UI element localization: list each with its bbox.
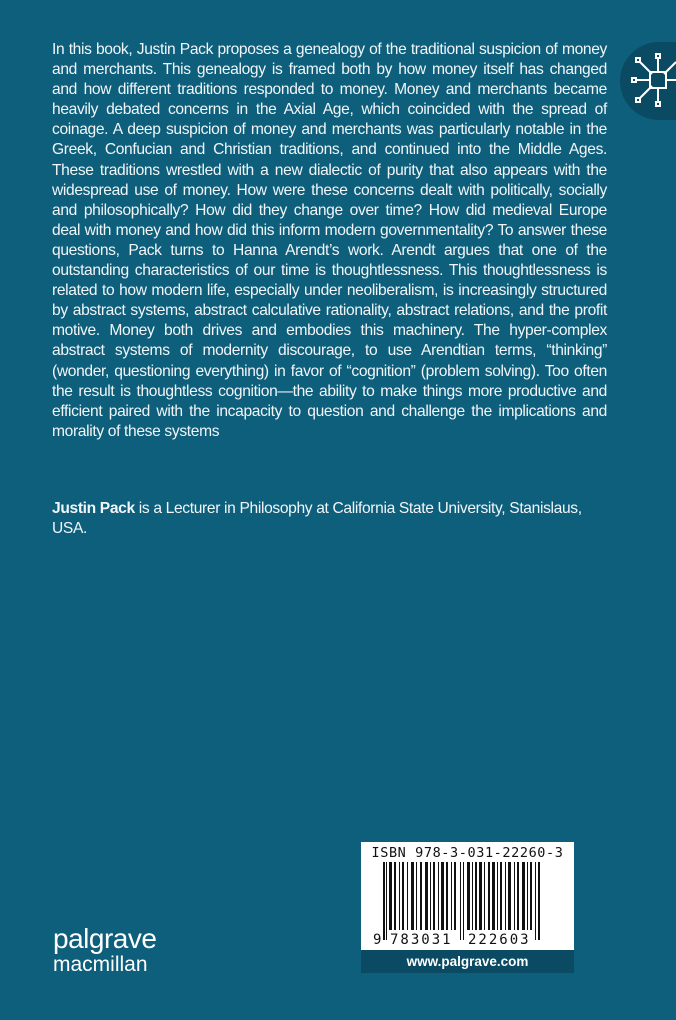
book-description: In this book, Justin Pack proposes a genealogy of the traditional suspicion of money and merchants. This genealogy is framed both by how money itself has changed and how different traditions responded to money. Money and merchants became heavily debated concerns in the Axial Age, which coincided with the spread of coinage. A deep suspicion of money and merchants was particularly notable in the Greek, Confucian and Christian traditions, and continued into the Middle Ages. These traditions wrestled with a new dialectic of purity that also appears with the widespread use of money. How were these concerns dealt with politically, socially and philosophically? How did they change over time? How did medieval Europe deal with money and how did this inform modern governmentality? To answer these questions, Pack turns to Hanna Arendt’s work. Arendt argues that one of the outstanding characteristics of our time is thoughtlessness. This thoughtlessness is related to how modern life, especially under neoliberalism, is increasingly structured by abstract systems, abstract calculative rationality, abstract relations, and the profit motive. Money both drives and embodies this machinery. The hyper-complex abstract systems of modernity discourage, to use Arendtian terms, “thinking” (wonder, questioning everything) in favor of “cognition” (problem solving). Too often the result is thoughtless cognition—the ability to make things more productive and efficient paired with the incapacity to question and challenge the implications and morality of these systems (52, 41, 607, 440)
publisher-logo (53, 925, 156, 975)
isbn-barcode-box (361, 842, 574, 950)
author-bio-text: is a Lecturer in Philosophy at California State University, Stanislaus, USA. (52, 500, 582, 538)
author-bio (52, 499, 607, 539)
barcode-left-digits: 783031 (390, 932, 453, 948)
series-logo-badge (620, 42, 676, 120)
publisher-name-line2: macmillan (53, 953, 148, 976)
isbn-label: ISBN 978-3-031-22260-3 (371, 845, 564, 861)
barcode-icon (373, 862, 563, 948)
publisher-name-line1: palgrave (53, 923, 157, 954)
barcode-lead-digit: 9 (373, 932, 382, 948)
publisher-website: www.palgrave.com (361, 950, 574, 973)
barcode-right-digits: 222603 (468, 932, 531, 948)
springer-circuit-logo-icon (630, 52, 676, 110)
author-name: Justin Pack (52, 500, 135, 517)
